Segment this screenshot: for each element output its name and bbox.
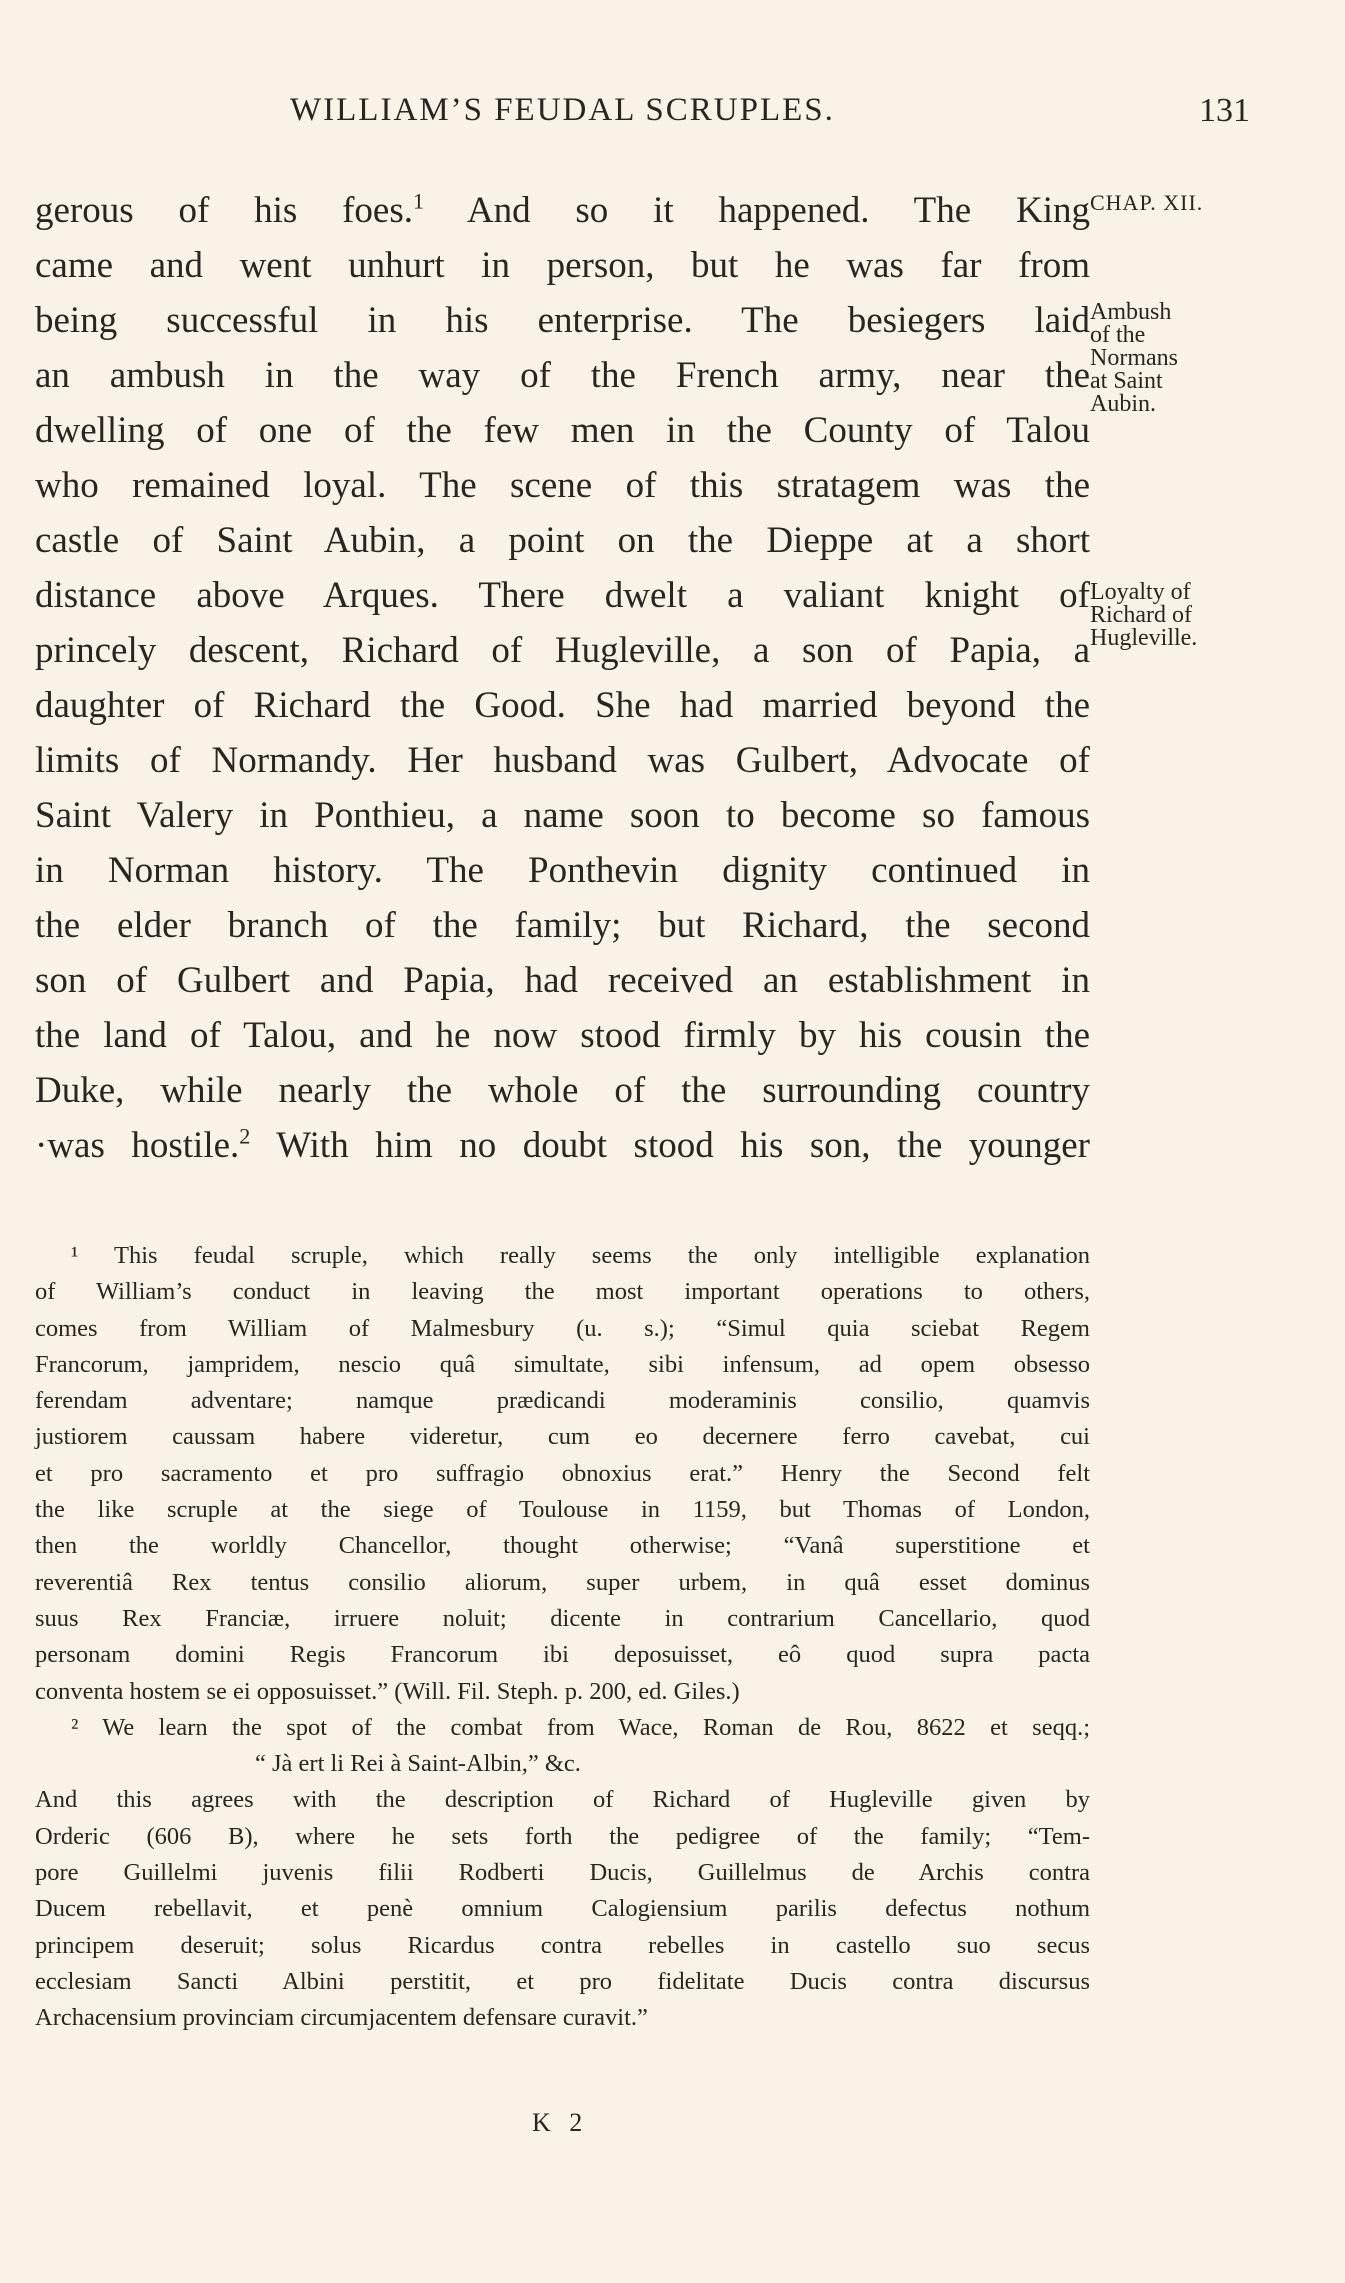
footnote-line: et pro sacramento et pro suffragio obnoxius erat.” Henry the Second felt	[35, 1459, 1090, 1487]
footnote-line: principem deseruit; solus Ricardus contra rebelles in castello suo secus	[35, 1931, 1090, 1959]
body-line: castle of Saint Aubin, a point on the Dieppe at a short	[35, 520, 1090, 561]
footnote-line: Archacensium provinciam circumjacentem defensare curavit.”	[35, 2004, 648, 2032]
footnote-line: “ Jà ert li Rei à Saint-Albin,” &c.	[255, 1750, 581, 1778]
margin-note-loyalty	[1090, 581, 1197, 650]
footnote-line: ecclesiam Sancti Albini perstitit, et pro fidelitate Ducis contra discursus	[35, 1967, 1090, 1995]
footnote-line: Orderic (606 B), where he sets forth the pedigree of the family; “Tem-	[35, 1822, 1090, 1850]
body-line: the elder branch of the family; but Richard, the second	[35, 905, 1090, 946]
body-line: being successful in his enterprise. The besiegers laid	[35, 300, 1090, 341]
body-line: princely descent, Richard of Hugleville, a son of Papia, a	[35, 630, 1090, 671]
margin-note-line: Hugleville.	[1090, 625, 1198, 651]
body-line: an ambush in the way of the French army, near the	[35, 355, 1090, 396]
margin-note-chapter: CHAP. XII.	[1090, 190, 1204, 215]
footnote-line: ² We learn the spot of the combat from Wace, Roman de Rou, 8622 et seqq.;	[71, 1713, 1090, 1741]
footnote-line: Ducem rebellavit, et penè omnium Calogiensium parilis defectus nothum	[35, 1895, 1090, 1923]
footnote-line: justiorem caussam habere videretur, cum eo decernere ferro cavebat, cui	[35, 1423, 1090, 1451]
footnote-marker: 1	[412, 188, 425, 214]
body-line: in Norman history. The Ponthevin dignity continued in	[35, 850, 1090, 891]
body-line: dwelling of one of the few men in the County of Talou	[35, 410, 1090, 451]
margin-note-line: Ambush	[1090, 299, 1172, 325]
footnote-line: suus Rex Franciæ, irruere noluit; dicente in contrarium Cancellario, quod	[35, 1604, 1090, 1632]
footnote-line: Francorum, jampridem, nescio quâ simultate, sibi infensum, ad opem obsesso	[35, 1350, 1090, 1378]
footnote-line: comes from William of Malmesbury (u. s.); “Simul quia sciebat Regem	[35, 1314, 1090, 1342]
body-line: Saint Valery in Ponthieu, a name soon to become so famous	[35, 795, 1090, 836]
footnote-line: And this agrees with the description of Richard of Hugleville given by	[35, 1786, 1090, 1814]
footnote-line: personam domini Regis Francorum ibi deposuisset, eô quod supra pacta	[35, 1641, 1090, 1669]
footnote-line: ¹ This feudal scruple, which really seems the only intelligible explanation	[71, 1242, 1090, 1269]
margin-note-line: of the	[1090, 322, 1146, 348]
body-line: Duke, while nearly the whole of the surrounding country	[35, 1070, 1090, 1111]
body-line: ·was hostile.$^2$ With him no doubt stood his son, the younger	[35, 1123, 1090, 1166]
body-line: the land of Talou, and he now stood firmly by his cousin the	[35, 1015, 1090, 1056]
body-line: came and went unhurt in person, but he was far from	[35, 245, 1090, 286]
footnote-line: reverentiâ Rex tentus consilio aliorum, super urbem, in quâ esset dominus	[35, 1568, 1090, 1596]
signature-mark: K 2	[532, 2108, 589, 2137]
page-number: 131	[1199, 92, 1250, 129]
margin-note-ambush	[1090, 301, 1178, 416]
margin-note-line: at Saint	[1090, 368, 1163, 394]
margin-note-line: Richard of	[1090, 602, 1192, 628]
footnote-line: the like scruple at the siege of Toulouse in 1159, but Thomas of London,	[35, 1496, 1090, 1524]
footnote-line: ferendam adventare; namque prædicandi moderaminis consilio, quamvis	[35, 1387, 1090, 1415]
running-title: WILLIAM’S FEUDAL SCRUPLES.	[290, 92, 835, 128]
body-line: son of Gulbert and Papia, had received an establishment in	[35, 960, 1090, 1001]
margin-note-line: Loyalty of	[1090, 579, 1191, 605]
footnote-marker: 2	[239, 1123, 251, 1149]
main-body-text	[35, 183, 1090, 1173]
page-header	[290, 92, 1250, 142]
body-line: distance above Arques. There dwelt a valiant knight of	[35, 575, 1090, 616]
footnote-line: of William’s conduct in leaving the most important operations to others,	[35, 1278, 1090, 1306]
footnotes	[35, 1238, 1090, 2037]
body-line: daughter of Richard the Good. She had married beyond the	[35, 685, 1090, 726]
footnote-line: conventa hostem se ei opposuisset.” (Will. Fil. Steph. p. 200, ed. Giles.)	[35, 1677, 740, 1705]
body-line: who remained loyal. The scene of this stratagem was the	[35, 465, 1090, 506]
margin-note-line: Aubin.	[1090, 391, 1156, 417]
footnote-line: pore Guillelmi juvenis filii Rodberti Ducis, Guillelmus de Archis contra	[35, 1859, 1090, 1887]
body-line: gerous of his foes.$^1$ And so it happened. The King	[35, 188, 1090, 231]
margin-note-line: Normans	[1090, 345, 1178, 371]
body-line: limits of Normandy. Her husband was Gulbert, Advocate of	[35, 740, 1090, 781]
footnote-line: then the worldly Chancellor, thought otherwise; “Vanâ superstitione et	[35, 1532, 1090, 1560]
